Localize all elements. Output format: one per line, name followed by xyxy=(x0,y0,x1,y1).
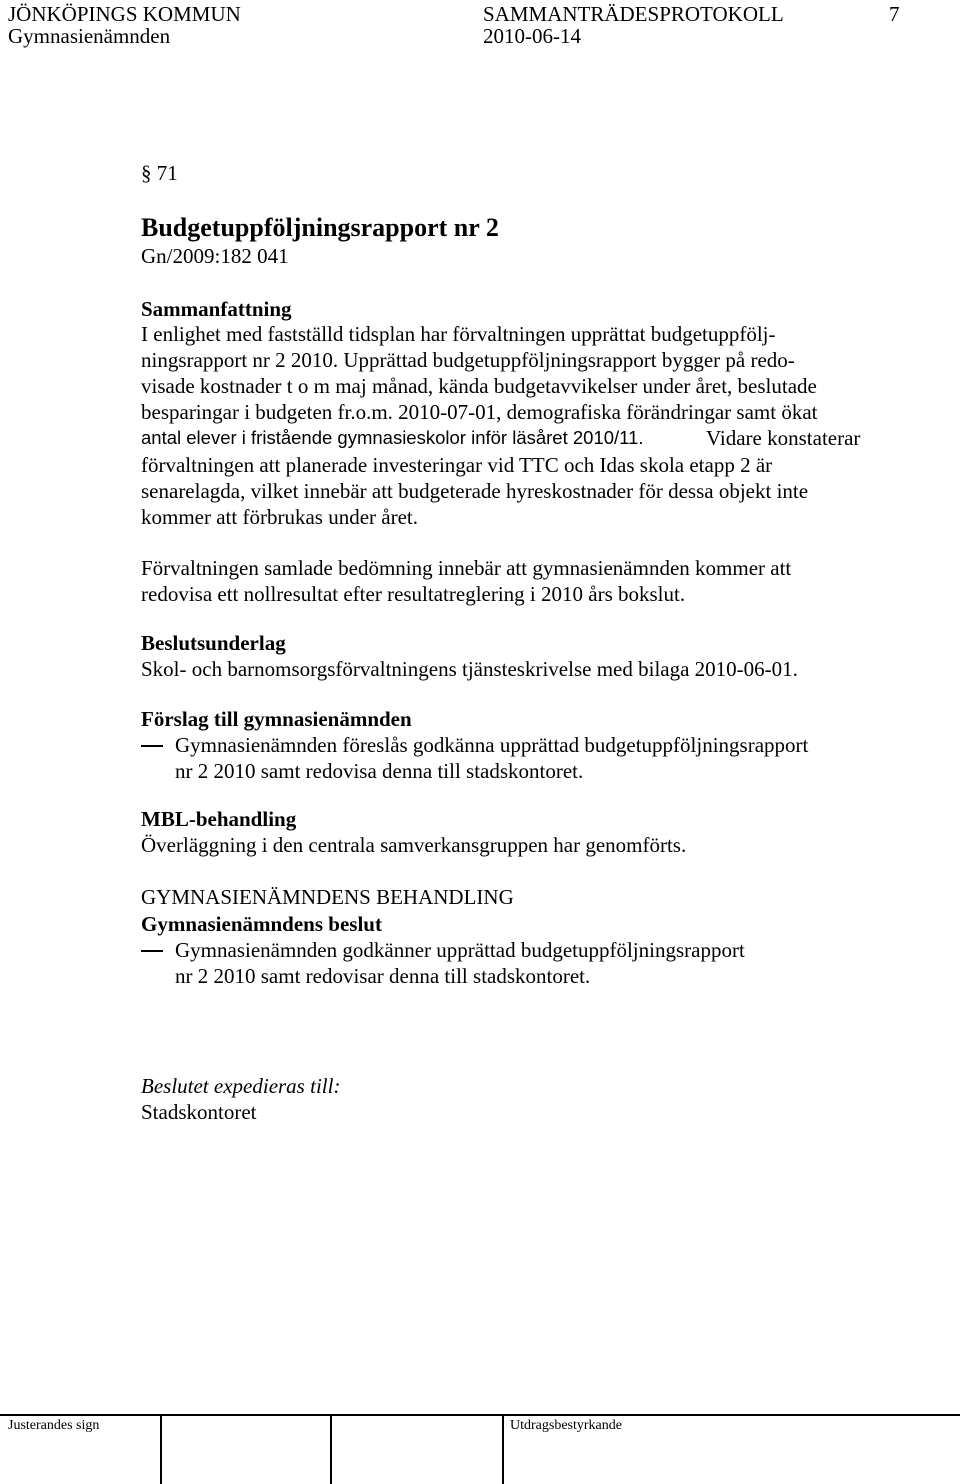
signature-box-divider xyxy=(502,1414,504,1484)
case-id: Gn/2009:182 041 xyxy=(141,244,289,268)
summary-line: Vidare konstaterar xyxy=(706,426,861,450)
section-number: § 71 xyxy=(141,161,178,185)
certification-label: Utdragsbestyrkande xyxy=(510,1418,622,1433)
signature-label: Justerandes sign xyxy=(8,1418,100,1433)
dispatch-recipient: Stadskontoret xyxy=(141,1100,257,1124)
document-type: SAMMANTRÄDESPROTOKOLL xyxy=(483,2,784,26)
summary-line: besparingar i budgeten fr.o.m. 2010-07-01, demografiska förändringar samt ökat xyxy=(141,400,818,424)
signature-box-divider xyxy=(330,1414,332,1484)
basis-heading: Beslutsunderlag xyxy=(141,631,286,655)
summary-line: senarelagda, vilket innebär att budgeterade hyreskostnader för dessa objekt inte xyxy=(141,479,809,503)
decision-heading: Gymnasienämndens beslut xyxy=(141,912,382,936)
committee-name: Gymnasienämnden xyxy=(8,24,171,48)
summary-line: kommer att förbrukas under året. xyxy=(141,505,418,529)
mbl-text: Överläggning i den centrala samverkansgruppen har genomförts. xyxy=(141,833,687,857)
proposal-line: nr 2 2010 samt redovisa denna till stadskontoret. xyxy=(175,759,584,783)
bullet-dash xyxy=(141,745,163,747)
treatment-heading: GYMNASIENÄMNDENS BEHANDLING xyxy=(141,885,514,909)
summary-line: I enlighet med fastställd tidsplan har förvaltningen upprättat budgetuppfölj- xyxy=(141,322,776,346)
page-number: 7 xyxy=(889,2,900,26)
section-title: Budgetuppföljningsrapport nr 2 xyxy=(141,213,499,242)
proposal-heading: Förslag till gymnasienämnden xyxy=(141,707,412,731)
summary-line: visade kostnader t o m maj månad, kända budgetavvikelser under året, beslutade xyxy=(141,374,817,398)
summary-line: ningsrapport nr 2 2010. Upprättad budgetuppföljningsrapport bygger på redo- xyxy=(141,348,795,372)
org-name: JÖNKÖPINGS KOMMUN xyxy=(8,2,241,26)
signature-box-divider xyxy=(160,1414,162,1484)
summary-line: antal elever i fristående gymnasieskolor inför läsåret 2010/11. xyxy=(141,427,644,448)
mbl-heading: MBL-behandling xyxy=(141,807,297,831)
footer-rule xyxy=(0,1414,960,1416)
basis-text: Skol- och barnomsorgsförvaltningens tjänsteskrivelse med bilaga 2010-06-01. xyxy=(141,657,798,681)
decision-line: Gymnasienämnden godkänner upprättad budgetuppföljningsrapport xyxy=(175,938,745,962)
decision-line: nr 2 2010 samt redovisar denna till stadskontoret. xyxy=(175,964,591,988)
summary-paragraph-line: redovisa ett nollresultat efter resultatreglering i 2010 års bokslut. xyxy=(141,582,686,606)
proposal-line: Gymnasienämnden föreslås godkänna upprättad budgetuppföljningsrapport xyxy=(175,733,809,757)
summary-paragraph-line: Förvaltningen samlade bedömning innebär att gymnasienämnden kommer att xyxy=(141,556,792,580)
meeting-date: 2010-06-14 xyxy=(483,24,581,48)
summary-heading: Sammanfattning xyxy=(141,297,292,321)
dispatch-heading: Beslutet expedieras till: xyxy=(141,1074,341,1098)
bullet-dash xyxy=(141,950,163,952)
summary-line: förvaltningen att planerade investeringar vid TTC och Idas skola etapp 2 är xyxy=(141,453,773,477)
